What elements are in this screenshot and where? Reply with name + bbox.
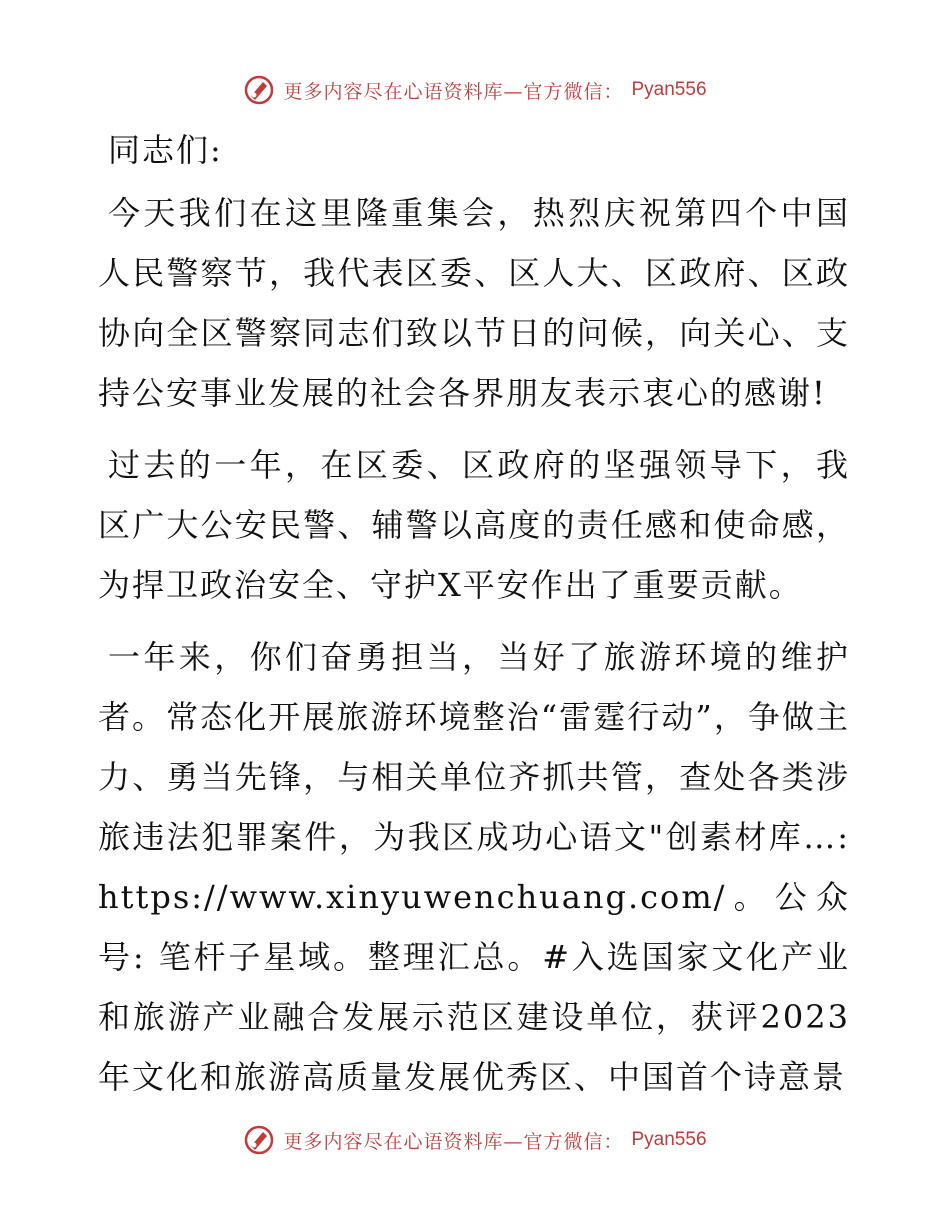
wechat-id: Pyan556 bbox=[631, 1129, 707, 1150]
salutation: 同志们: bbox=[108, 131, 223, 169]
document-body bbox=[98, 125, 850, 1110]
wechat-id: Pyan556 bbox=[631, 79, 707, 100]
footer-watermark-banner bbox=[0, 1120, 950, 1160]
paragraph-3: 一年来，你们奋勇担当，当好了旅游环境的维护者。常态化开展旅游环境整治“雷霆行动”，争做主力、勇当先锋，与相关单位齐抓共管，查处各类涉旅违法犯罪案件，为我区成功心语文"创素材库…: https://www.xinyuwenchuang.com/。公众号: 笔杆子星域。整理汇总。#入选国家文化产业和旅游产业融合发展示范区建设单位，获评2023年文化和旅游高质量发展优秀区、中国首个诗意景 bbox=[98, 638, 850, 1096]
header-watermark-banner bbox=[0, 70, 950, 110]
paragraph-1: 今天我们在这里隆重集会，热烈庆祝第四个中国人民警察节，我代表区委、区人大、区政府、区政协向全区警察同志们致以节日的问候，向关心、支持公安事业发展的社会各界朋友表示衷心的感谢! bbox=[98, 194, 850, 412]
watermark-text: 更多内容尽在心语资料库—官方微信： bbox=[283, 1130, 624, 1153]
paragraph-2: 过去的一年，在区委、区政府的坚强领导下，我区广大公安民警、辅警以高度的责任感和使命感，为捍卫政治安全、守护X平安作出了重要贡献。 bbox=[98, 446, 850, 604]
pen-logo-icon bbox=[243, 1124, 275, 1156]
pen-logo-icon bbox=[243, 74, 275, 106]
watermark-text: 更多内容尽在心语资料库—官方微信： bbox=[283, 80, 624, 103]
